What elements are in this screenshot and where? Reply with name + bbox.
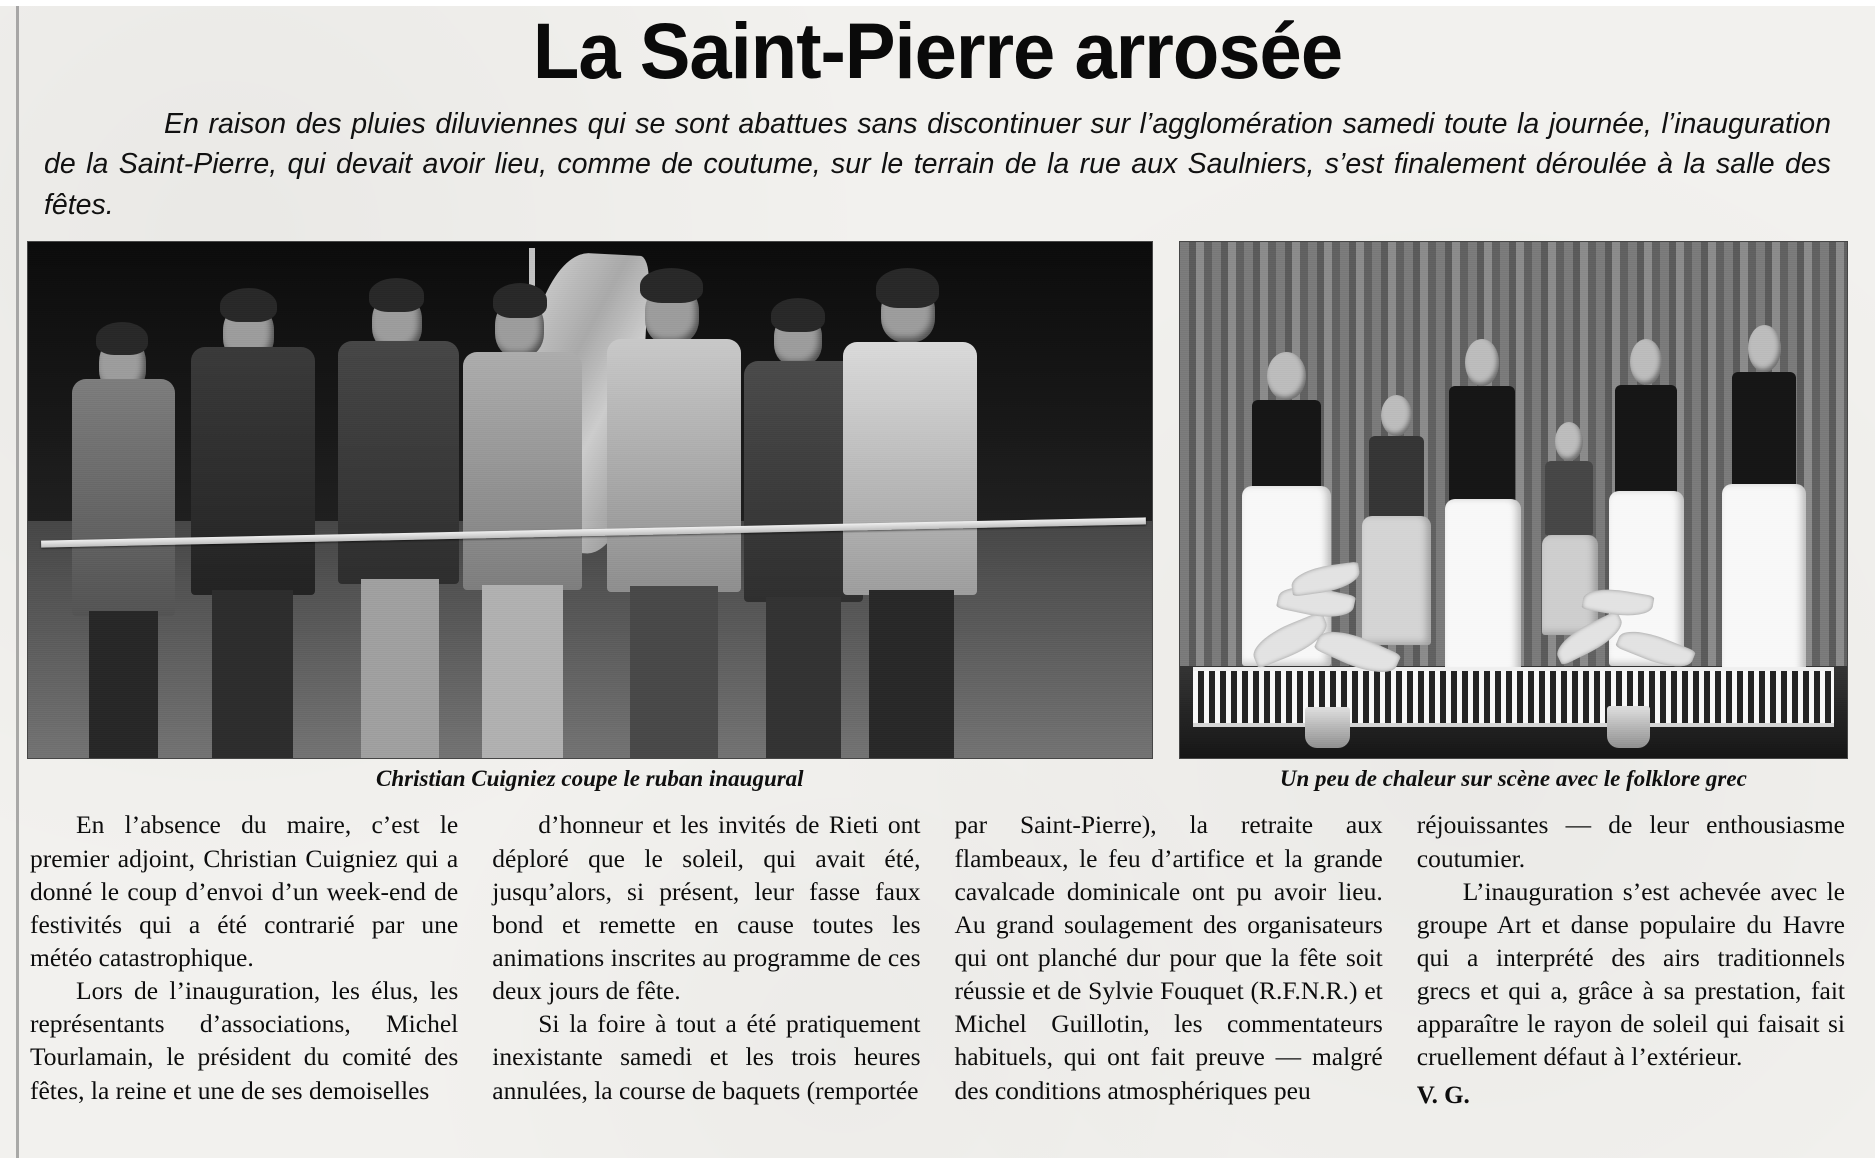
ribbon-cutting-photo-block [27, 241, 1153, 792]
newspaper-page [0, 6, 1875, 1158]
ribbon-cutting-photo [27, 241, 1153, 759]
greek-folklore-photo-caption: Un peu de chaleur sur scène avec le folklore grec [1279, 766, 1747, 792]
greek-folklore-photo [1179, 241, 1848, 759]
body-column-1 [30, 808, 458, 1112]
paragraph: Lors de l’inauguration, les élus, les représentants d’associations, Michel Tourlamain, le président du comité des fêtes, la reine et une de ses demoiselles [30, 976, 459, 1105]
page-left-rule [16, 6, 19, 1158]
paragraph: d’honneur et les invités de Rieti ont déploré que le soleil, qui avait été, jusqu’alors, si présent, leur fasse faux bond et remette en cause toutes les animations inscrites au programme de ces deux jours de fête. [492, 810, 921, 1006]
author-signature: V. G. [1416, 1081, 1470, 1109]
greek-folklore-photo-block [1179, 241, 1848, 792]
article-body [30, 808, 1845, 1112]
body-column-3 [955, 808, 1383, 1112]
page-title: La Saint-Pierre arrosée [532, 7, 1343, 96]
photo-row [27, 241, 1848, 792]
standfirst-text: En raison des pluies diluviennes qui se sont abattues sans discontinuer sur l’agglomération samedi toute la journée, l’inauguration de la Saint-Pierre, qui devait avoir lieu, comme de coutume, sur le terrain de la rue aux Saulniers, s’est finalement déroulée à la salle des fêtes. [44, 108, 1831, 221]
paragraph: Si la foire à tout a été pratiquement inexistante samedi et les trois heures annulées, la course de baquets (remportée [492, 1009, 921, 1105]
standfirst-paragraph [44, 104, 1831, 225]
photo1-grain-overlay [28, 242, 1152, 758]
paragraph: réjouissantes — de leur enthousiasme coutumier. [1416, 810, 1845, 873]
photo2-grain-overlay [1180, 242, 1847, 758]
paragraph: par Saint-Pierre), la retraite aux flambeaux, le feu d’artifice et la grande cavalcade dominicale ont pu avoir lieu. Au grand soulagement des organisateurs qui ont planché dur pour que la fête soit réussie et de Sylvie Fouquet (R.F.N.R.) et Michel Guillotin, les commentateurs habituels, qui ont fait preuve — malgré des conditions atmosphériques peu [954, 810, 1383, 1105]
ribbon-cutting-photo-caption: Christian Cuigniez coupe le ruban inaugural [376, 766, 804, 792]
body-column-4 [1417, 808, 1845, 1112]
paragraph: En l’absence du maire, c’est le premier adjoint, Christian Cuigniez qui a donné le coup d’envoi d’un week-end de festivités qui a été contrarié par une météo catastrophique. [30, 810, 459, 972]
body-column-2 [492, 808, 920, 1112]
paragraph: L’inauguration s’est achevée avec le groupe Art et danse populaire du Havre qui a interprété des airs traditionnels grecs et qui a, grâce à sa prestation, fait apparaître le rayon de soleil qui faisait si cruellement défaut à l’extérieur. [1416, 876, 1845, 1072]
